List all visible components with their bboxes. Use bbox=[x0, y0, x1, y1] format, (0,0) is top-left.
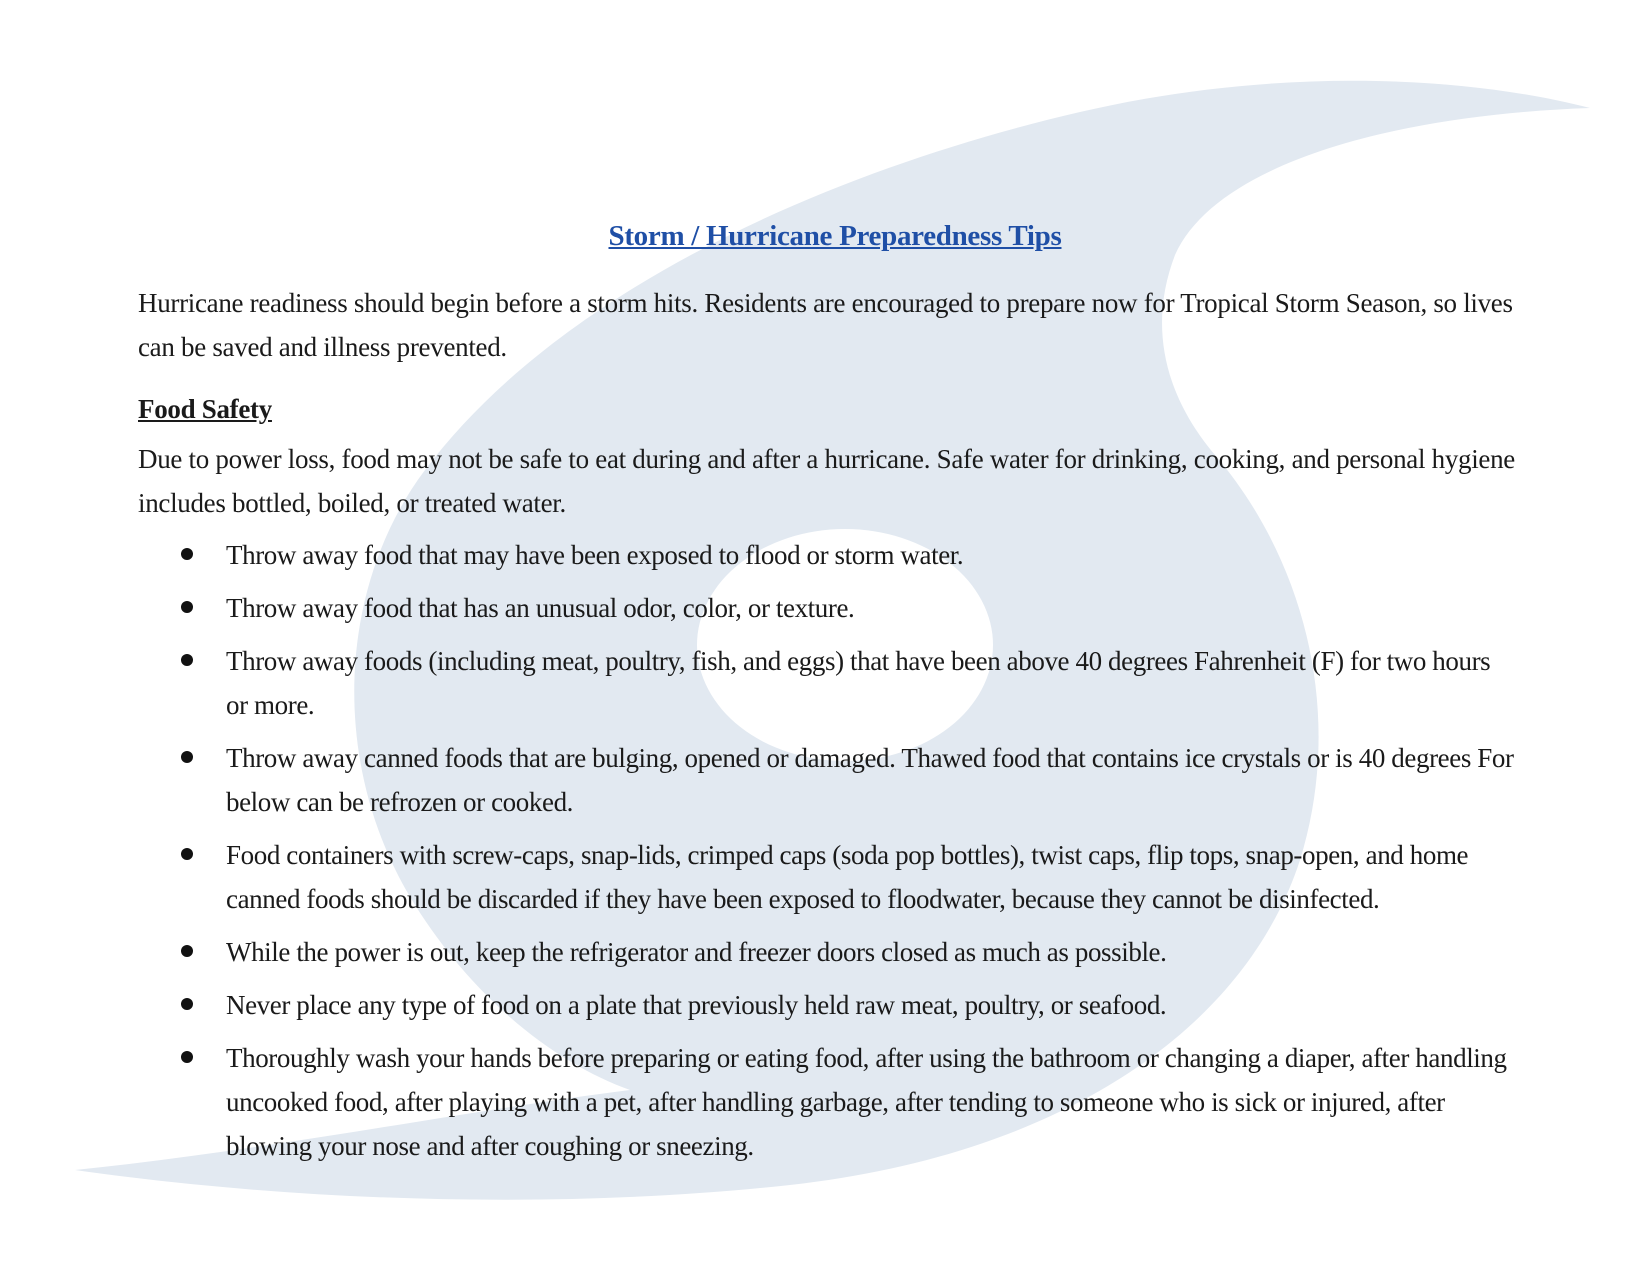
list-item-text: Food containers with screw-caps, snap-lids, crimped caps (soda pop bottles), twist caps, flip tops, snap-open, and home canned foods should be discarded if they have been exposed to floodwater, because they cannot be disinfected. bbox=[226, 840, 1469, 914]
section-paragraph-food-safety: Due to power loss, food may not be safe to eat during and after a hurricane. Safe water for drinking, cooking, and personal hygiene includes bottled, boiled, or treated water. bbox=[138, 444, 1515, 518]
list-item bbox=[138, 833, 1518, 921]
bullet-icon bbox=[181, 548, 193, 560]
list-item-text: Never place any type of food on a plate that previously held raw meat, poultry, or seafood. bbox=[226, 990, 1167, 1020]
list-item bbox=[138, 1036, 1518, 1168]
bullet-icon bbox=[181, 998, 193, 1010]
list-item bbox=[138, 736, 1518, 824]
document-page bbox=[138, 220, 1518, 1177]
list-item-text: Throw away food that has an unusual odor, color, or texture. bbox=[226, 593, 855, 623]
list-item bbox=[138, 586, 1518, 630]
list-item-text: While the power is out, keep the refrigerator and freezer doors closed as much as possible. bbox=[226, 937, 1167, 967]
bullet-icon bbox=[181, 1051, 193, 1063]
bullet-icon bbox=[181, 601, 193, 613]
bullet-icon bbox=[181, 654, 193, 666]
list-item-text: Throw away food that may have been exposed to flood or storm water. bbox=[226, 540, 964, 570]
list-item bbox=[138, 930, 1518, 974]
list-item bbox=[138, 983, 1518, 1027]
section-heading-food-safety: Food Safety bbox=[138, 394, 272, 424]
food-safety-list bbox=[138, 533, 1518, 1168]
list-item-text: Thoroughly wash your hands before preparing or eating food, after using the bathroom or changing a diaper, after handling uncooked food, after playing with a pet, after handling garbage, after tending to someone who is sick or injured, after blowing your nose and after coughing or sneezing. bbox=[226, 1043, 1507, 1161]
list-item bbox=[138, 639, 1518, 727]
page-title: Storm / Hurricane Preparedness Tips bbox=[608, 220, 1062, 252]
bullet-icon bbox=[181, 751, 193, 763]
bullet-icon bbox=[181, 945, 193, 957]
list-item-text: Throw away foods (including meat, poultry, fish, and eggs) that have been above 40 degrees Fahrenheit (F) for two hours or more. bbox=[226, 646, 1491, 720]
list-item-text: Throw away canned foods that are bulging, opened or damaged. Thawed food that contains ice crystals or is 40 degrees For below can be refrozen or cooked. bbox=[226, 743, 1514, 817]
bullet-icon bbox=[181, 848, 193, 860]
intro-paragraph: Hurricane readiness should begin before a storm hits. Residents are encouraged to prepare now for Tropical Storm Season, so lives can be saved and illness prevented. bbox=[138, 288, 1513, 362]
list-item bbox=[138, 533, 1518, 577]
